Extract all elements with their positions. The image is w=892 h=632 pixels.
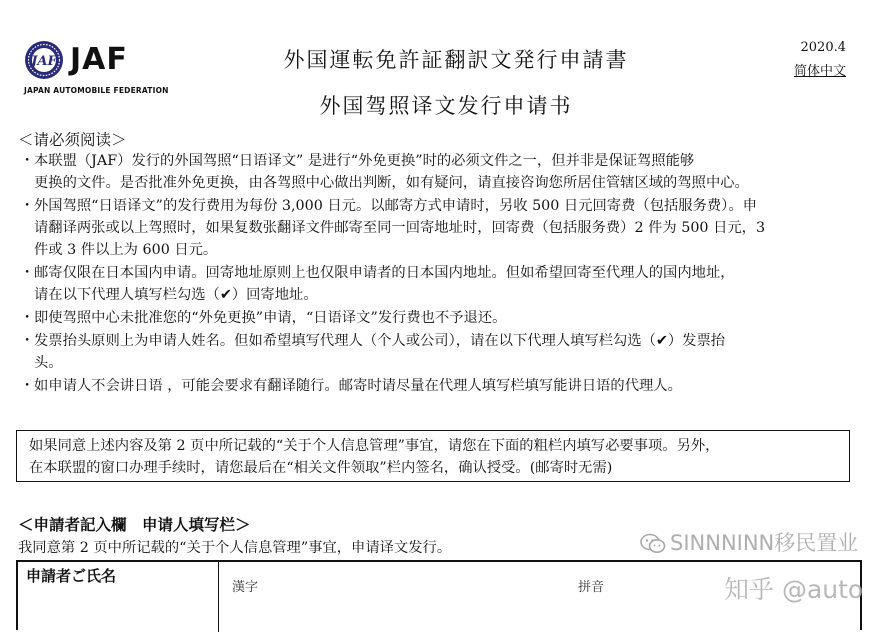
- kanji-name-field[interactable]: 漢字: [232, 580, 259, 595]
- wechat-icon: [640, 533, 666, 555]
- notice-list: [20, 150, 850, 397]
- notice-line: 发票抬头原则上为申请人姓名。但如希望填写代理人（个人或公司），请在以下代理人填写栏勾选（✔）发票抬: [34, 333, 726, 349]
- kana-name-field[interactable]: 拼音: [578, 580, 605, 595]
- logo-subtitle: JAPAN AUTOMOBILE FEDERATION: [24, 86, 169, 95]
- notice-line: 邮寄仅限在日本国内申请。回寄地址原则上也仅限申请者的日本国内地址。但如希望回寄至代理人的国内地址，: [34, 265, 735, 281]
- consent-line: 如果同意上述内容及第 2 页中所记载的“关于个人信息管理”事宜，请您在下面的粗栏内填写必要事项。另外，: [29, 438, 720, 454]
- notice-item: [20, 195, 850, 261]
- form-divider: [218, 562, 219, 632]
- consent-line: 在本联盟的窗口办理手续时，请您最后在“相关文件领取”栏内签名，确认授受。(邮寄时无需): [29, 460, 613, 476]
- language-link[interactable]: 简体中文: [793, 64, 846, 79]
- logo-wordmark: JAF: [70, 42, 128, 77]
- notice-line: 如申请人不会讲日语 ，可能会要求有翻译随行。邮寄时请尽量在代理人填写栏填写能讲日语的代理人。: [34, 378, 682, 394]
- notice-item: [20, 330, 850, 374]
- platform-watermark: 知乎 @auto: [724, 575, 864, 604]
- notice-line: 请翻译两张或以上驾照时，如果复数张翻译文件邮寄至同一回寄地址时，回寄费（包括服务费）2 件为 500 日元，3: [34, 220, 766, 236]
- bullet-dot: ・: [20, 198, 35, 214]
- bullet-dot: ・: [20, 265, 35, 281]
- account-watermark-text: SINNNINN移民置业: [670, 531, 859, 555]
- notice-heading: ＜请必须阅读＞: [18, 131, 127, 149]
- notice-line: 请在以下代理人填写栏勾选（✔）回寄地址。: [34, 287, 318, 303]
- bullet-dot: ・: [20, 378, 35, 394]
- applicant-name-label: 申請者ご氏名: [26, 567, 117, 585]
- agreement-statement: 我同意第 2 页中所记载的“关于个人信息管理”事宜，申请译文发行。: [18, 540, 452, 556]
- notice-item: [20, 262, 850, 306]
- consent-box: [16, 430, 850, 482]
- notice-line: 头。: [34, 355, 63, 371]
- title-japanese: 外国運転免許証翻訳文発行申請書: [283, 48, 629, 72]
- notice-line: 外国驾照“日语译文”的发行费用为每份 3,000 日元。以邮寄方式申请时，另收 500 日元回寄费（包括服务费）。申: [34, 198, 757, 214]
- notice-line: 件或 3 件以上为 600 日元。: [34, 242, 218, 258]
- notice-item: [20, 150, 850, 194]
- applicant-section-heading: ＜申請者記入欄 申请人填写栏＞: [18, 515, 251, 534]
- title-chinese: 外国驾照译文发行申请书: [319, 94, 573, 118]
- notice-line: 更换的文件。是否批准外免更换，由各驾照中心做出判断，如有疑问，请直接咨询您所居住管辖区域的驾照中心。: [34, 175, 749, 191]
- bullet-dot: ・: [20, 310, 35, 326]
- notice-line: 本联盟（JAF）发行的外国驾照“日语译文” 是进行“外免更换”时的必须文件之一，但并非是保证驾照能够: [34, 153, 695, 169]
- bullet-dot: ・: [20, 333, 35, 349]
- account-watermark: [640, 527, 858, 557]
- emblem-text: JAF: [31, 54, 57, 69]
- notice-item: [20, 375, 850, 397]
- notice-item: [20, 307, 850, 329]
- notice-line: 即使驾照中心未批准您的“外免更换”申请，“日语译文”发行费也不予退还。: [34, 310, 507, 326]
- document-date: 2020.4: [800, 40, 846, 55]
- bullet-dot: ・: [20, 153, 35, 169]
